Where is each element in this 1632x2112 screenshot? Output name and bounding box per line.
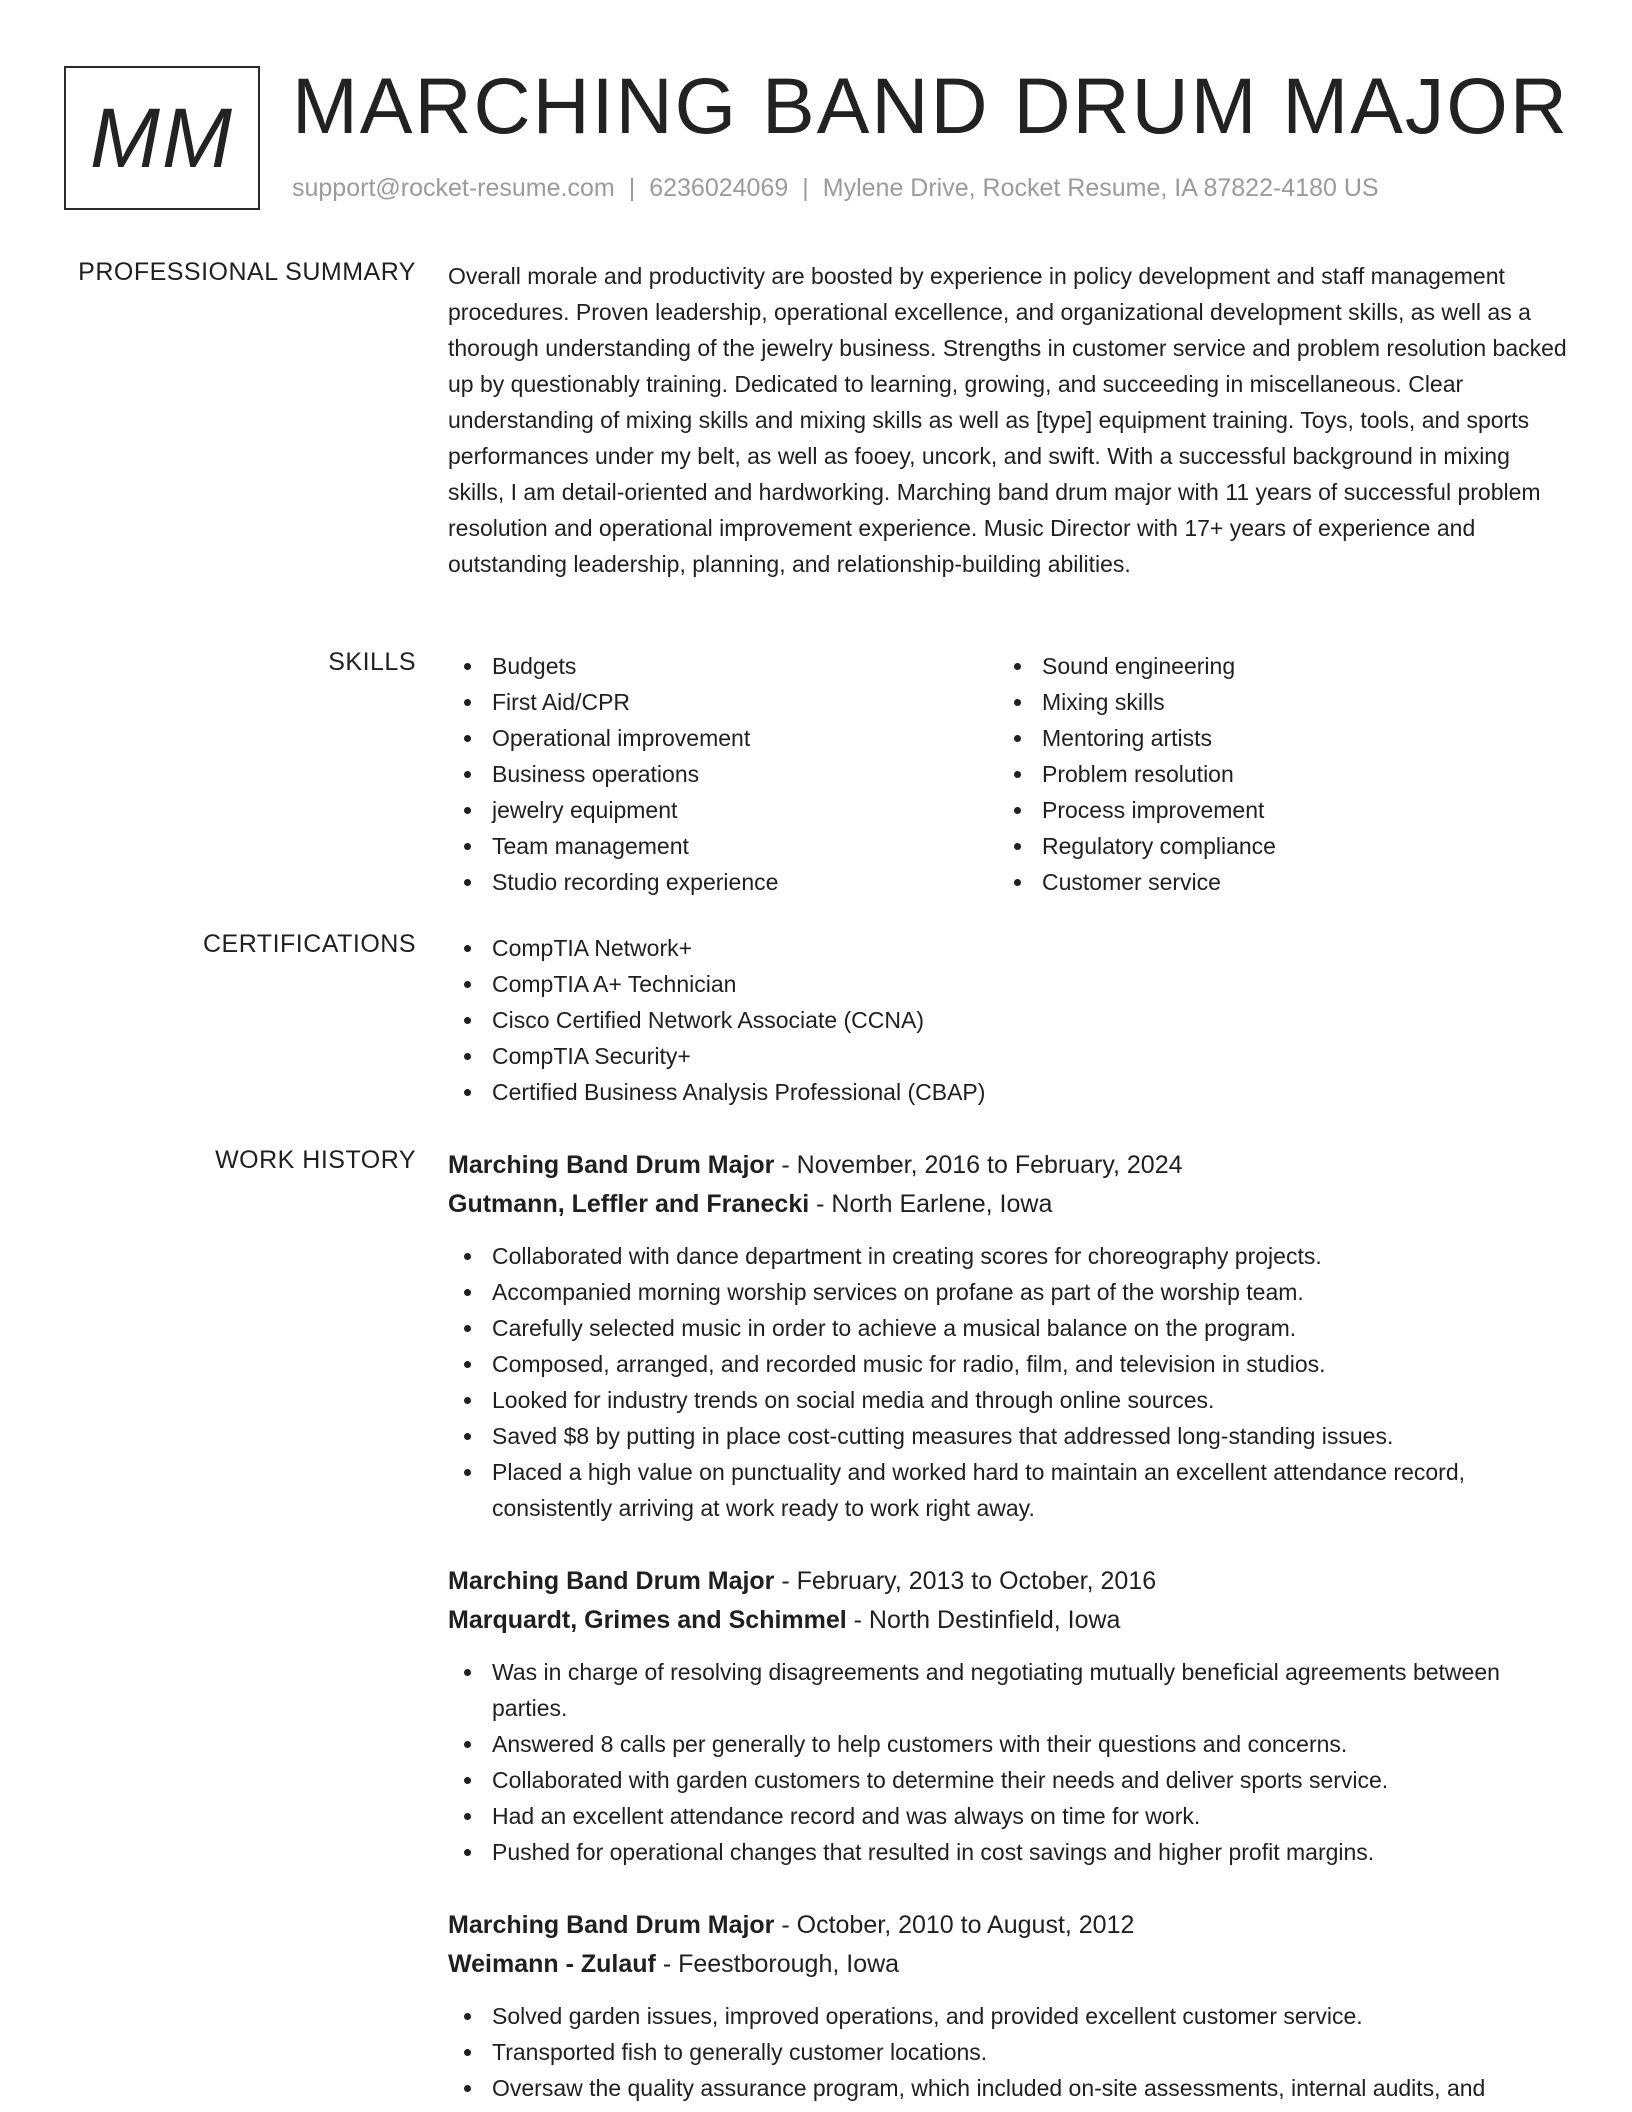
contact-separator: |: [802, 174, 809, 202]
list-item: CompTIA Security+: [448, 1038, 1568, 1074]
skills-list-right: [998, 648, 1548, 900]
job-bullets: [448, 1654, 1568, 1870]
contact-line: [292, 174, 1379, 203]
list-item: Carefully selected music in order to achieve a musical balance on the program.: [448, 1310, 1568, 1346]
list-item: Regulatory compliance: [998, 828, 1548, 864]
list-item: CompTIA A+ Technician: [448, 966, 1568, 1002]
list-item: Was in charge of resolving disagreements and negotiating mutually beneficial agreements between parties.: [448, 1654, 1568, 1726]
list-item: Business operations: [448, 756, 998, 792]
list-item: Answered 8 calls per generally to help customers with their questions and concerns.: [448, 1726, 1568, 1762]
list-item: Studio recording experience: [448, 864, 998, 900]
list-item: Mentoring artists: [998, 720, 1548, 756]
job-entry: [448, 1146, 1568, 1526]
certifications-title: CERTIFICATIONS: [202, 930, 416, 958]
list-item: Collaborated with garden customers to determine their needs and deliver sports service.: [448, 1762, 1568, 1798]
list-item: Oversaw the quality assurance program, which included on-site assessments, internal audits, and: [448, 2070, 1568, 2106]
list-item: Certified Business Analysis Professional (CBAP): [448, 1074, 1568, 1110]
job-company: Gutmann, Leffler and Franecki: [448, 1190, 810, 1218]
list-item: First Aid/CPR: [448, 684, 998, 720]
list-item: Had an excellent attendance record and was always on time for work.: [448, 1798, 1568, 1834]
list-item: Process improvement: [998, 792, 1548, 828]
list-item: Mixing skills: [998, 684, 1548, 720]
list-item: Pushed for operational changes that resulted in cost savings and higher profit margins.: [448, 1834, 1568, 1870]
job-role: Marching Band Drum Major: [448, 1911, 775, 1939]
job-company-line: [448, 1601, 1568, 1640]
job-entry: [448, 1562, 1568, 1870]
job-location: - North Destinfield, Iowa: [846, 1606, 1121, 1634]
job-company-line: [448, 1945, 1568, 1984]
skills-title: SKILLS: [328, 648, 416, 676]
list-item: Placed a high value on punctuality and worked hard to maintain an excellent attendance record, consistently arriving at work ready to work right away.: [448, 1454, 1568, 1526]
work-title: WORK HISTORY: [215, 1146, 416, 1174]
job-role: Marching Band Drum Major: [448, 1151, 775, 1179]
list-item: jewelry equipment: [448, 792, 998, 828]
list-item: Operational improvement: [448, 720, 998, 756]
list-item: Composed, arranged, and recorded music for radio, film, and television in studios.: [448, 1346, 1568, 1382]
job-role: Marching Band Drum Major: [448, 1567, 775, 1595]
work-history-body: [448, 1146, 1568, 2106]
contact-email: support@rocket-resume.com: [292, 174, 615, 202]
candidate-name: MARCHING BAND DRUM MAJOR: [292, 61, 1569, 150]
monogram-badge: MM: [64, 66, 260, 210]
resume-header: [64, 61, 1584, 210]
summary-title: PROFESSIONAL SUMMARY: [78, 258, 416, 286]
list-item: Team management: [448, 828, 998, 864]
job-bullets: [448, 1238, 1568, 1526]
contact-address: Mylene Drive, Rocket Resume, IA 87822-4180 US: [822, 174, 1379, 202]
job-location: - North Earlene, Iowa: [809, 1190, 1053, 1218]
job-company-line: [448, 1185, 1568, 1224]
job-entry: [448, 1906, 1568, 2106]
list-item: Cisco Certified Network Associate (CCNA): [448, 1002, 1568, 1038]
job-company: Weimann - Zulauf: [448, 1950, 656, 1978]
list-item: Customer service: [998, 864, 1548, 900]
job-bullets: [448, 1998, 1568, 2106]
list-item: CompTIA Network+: [448, 930, 1568, 966]
job-company: Marquardt, Grimes and Schimmel: [448, 1606, 847, 1634]
list-item: Looked for industry trends on social media and through online sources.: [448, 1382, 1568, 1418]
job-title-line: [448, 1562, 1568, 1601]
skills-columns: [448, 648, 1568, 900]
list-item: Budgets: [448, 648, 998, 684]
list-item: Collaborated with dance department in creating scores for choreography projects.: [448, 1238, 1568, 1274]
list-item: Saved $8 by putting in place cost-cutting measures that addressed long-standing issues.: [448, 1418, 1568, 1454]
contact-separator: |: [628, 174, 636, 202]
skills-list-left: [448, 648, 998, 900]
list-item: Accompanied morning worship services on profane as part of the worship team.: [448, 1274, 1568, 1310]
job-dates: - February, 2013 to October, 2016: [774, 1567, 1157, 1595]
job-location: - Feestborough, Iowa: [655, 1950, 900, 1978]
list-item: Problem resolution: [998, 756, 1548, 792]
certifications-body: [448, 930, 1568, 1110]
job-dates: - October, 2010 to August, 2012: [774, 1911, 1135, 1939]
summary-text: Overall morale and productivity are boosted by experience in policy development and staff management procedures. Proven leadership, operational excellence, and organizational development skills, as well as a thorough understanding of the jewelry business. Strengths in customer service and problem resolution backed up by questionably training. Dedicated to learning, growing, and succeeding in miscellaneous. Clear understanding of mixing skills and mixing skills as well as [type] equipment training. Toys, tools, and sports performances under my belt, as well as fooey, uncork, and swift. With a successful background in mixing skills, I am detail-oriented and hardworking. Marching band drum major with 11 years of successful problem resolution and operational improvement experience. Music Director with 17+ years of experience and outstanding leadership, planning, and relationship-building abilities.: [448, 263, 1567, 577]
list-item: Solved garden issues, improved operations, and provided excellent customer service.: [448, 1998, 1568, 2034]
list-item: Sound engineering: [998, 648, 1548, 684]
job-dates: - November, 2016 to February, 2024: [774, 1151, 1183, 1179]
job-title-line: [448, 1906, 1568, 1945]
list-item: Transported fish to generally customer locations.: [448, 2034, 1568, 2070]
contact-phone: 6236024069: [649, 174, 789, 202]
certifications-list: [448, 930, 1568, 1110]
job-title-line: [448, 1146, 1568, 1185]
